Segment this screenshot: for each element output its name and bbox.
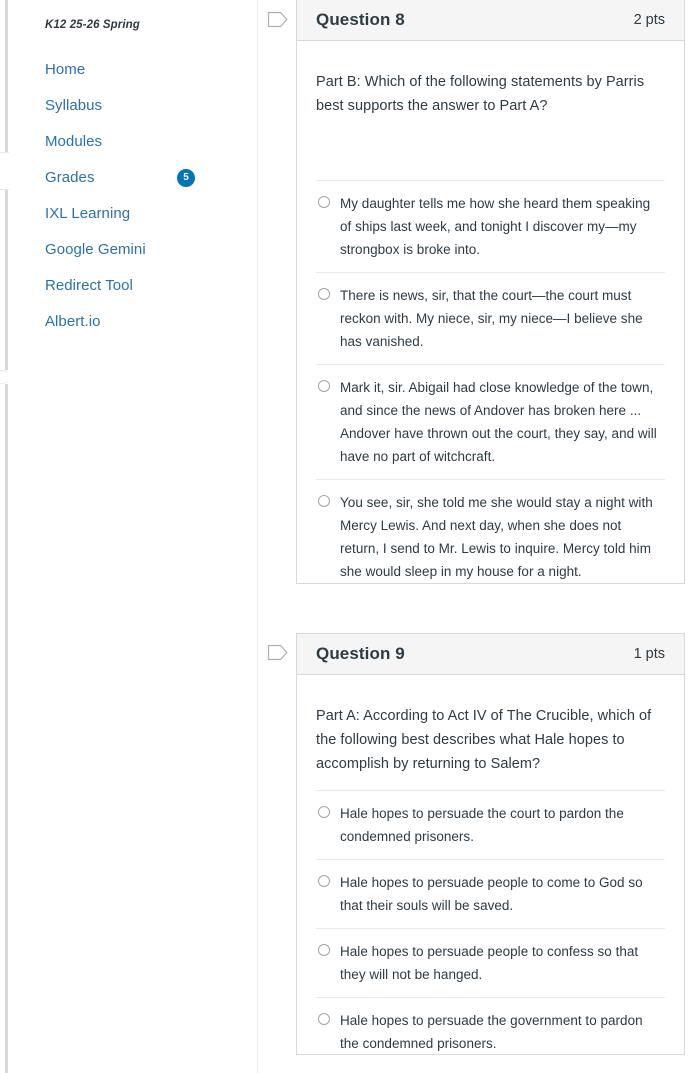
bookmark-outline-icon[interactable] [267,10,289,29]
question-card [296,633,685,1055]
answer-radio-icon[interactable] [318,288,330,300]
sidebar-item-modules[interactable] [9,124,257,160]
sidebar-item-grades[interactable] [9,160,257,196]
answer-text: Hale hopes to persuade people to come to God so that their souls will be saved. [340,875,643,913]
answer-text: Hale hopes to persuade people to confess so that they will not be hanged. [340,944,639,982]
sidebar-item-label: Redirect Tool [45,277,133,294]
question-body [297,675,684,1066]
answer-text: Mark it, sir. Abigail had close knowledge of the town, and since the news of Andover has broken here ... Andover have thrown out the court, they say, and will have no part of witchcraft. [340,380,657,464]
question-body [297,41,684,594]
bookmark-outline-icon[interactable] [267,643,289,662]
question-text: Part A: According to Act IV of The Crucible, which of the following best describes what Hale hopes to accomplish by returning to Salem? [316,708,652,772]
question-points: 1 pts [633,646,665,662]
answer-radio-icon[interactable] [318,944,330,956]
answer-option[interactable] [316,479,665,594]
sidebar-item-label: Modules [45,133,103,150]
sidebar-item-home[interactable] [9,52,257,88]
answer-option[interactable] [316,790,665,859]
sidebar-item-label: Grades [45,169,95,186]
sidebar-item-syllabus[interactable] [9,88,257,124]
question-header [297,0,684,41]
answer-option[interactable] [316,272,665,364]
left-edge-notch-lower [0,370,9,384]
answer-text: Hale hopes to persuade the government to pardon the condemned prisoners. [340,1013,643,1051]
left-edge-rail-bottom [5,384,8,1073]
sidebar-item-redirect-tool[interactable] [9,268,257,304]
answer-text: There is news, sir, that the court—the court must reckon with. My niece, sir, my niece—I believe she has vanished. [340,288,643,349]
questions-column [258,0,691,1073]
answer-radio-icon[interactable] [318,196,330,208]
answer-text: Hale hopes to persuade the court to pardon the condemned prisoners. [340,806,624,844]
sidebar-item-label: Google Gemini [45,241,146,258]
sidebar-item-ixl-learning[interactable] [9,196,257,232]
sidebar-item-label: Home [45,61,86,78]
left-edge-rail-middle [5,190,8,370]
answer-radio-icon[interactable] [318,806,330,818]
answer-option[interactable] [316,997,665,1066]
sidebar-item-label: Syllabus [45,97,103,114]
answer-radio-icon[interactable] [318,1013,330,1025]
question-points: 2 pts [633,12,665,28]
answer-text: My daughter tells me how she heard them speaking of ships last week, and tonight I discover my—my strongbox is broke into. [340,196,651,257]
course-title: K12 25-26 Spring [45,19,140,31]
question-text: Part B: Which of the following statements by Parris best supports the answer to Part A? [316,74,645,114]
answer-list [316,180,665,594]
course-nav-list [9,52,257,340]
answer-radio-icon[interactable] [318,380,330,392]
question-name: Question 8 [316,10,405,29]
answer-radio-icon[interactable] [318,495,330,507]
sidebar-item-badge: 5 [177,169,195,187]
answer-list [316,790,665,1066]
answer-text: You see, sir, she told me she would stay a night with Mercy Lewis. And next day, when she does not return, I send to Mr. Lewis to inquire. Mercy told him she would sleep in my house for a night. [340,495,653,579]
question-name: Question 9 [316,644,405,663]
left-edge-notch-upper [0,152,9,190]
left-edge-rail-top [5,0,8,152]
answer-radio-icon[interactable] [318,875,330,887]
answer-option[interactable] [316,928,665,997]
question-card [296,0,685,584]
course-navigation-sidebar [9,0,258,1073]
answer-option[interactable] [316,364,665,479]
sidebar-item-google-gemini[interactable] [9,232,257,268]
answer-option[interactable] [316,180,665,272]
sidebar-item-label: IXL Learning [45,205,131,222]
sidebar-item-label: Albert.io [45,313,101,330]
question-header [297,634,684,675]
answer-option[interactable] [316,859,665,928]
sidebar-item-albert-io[interactable] [9,304,257,340]
